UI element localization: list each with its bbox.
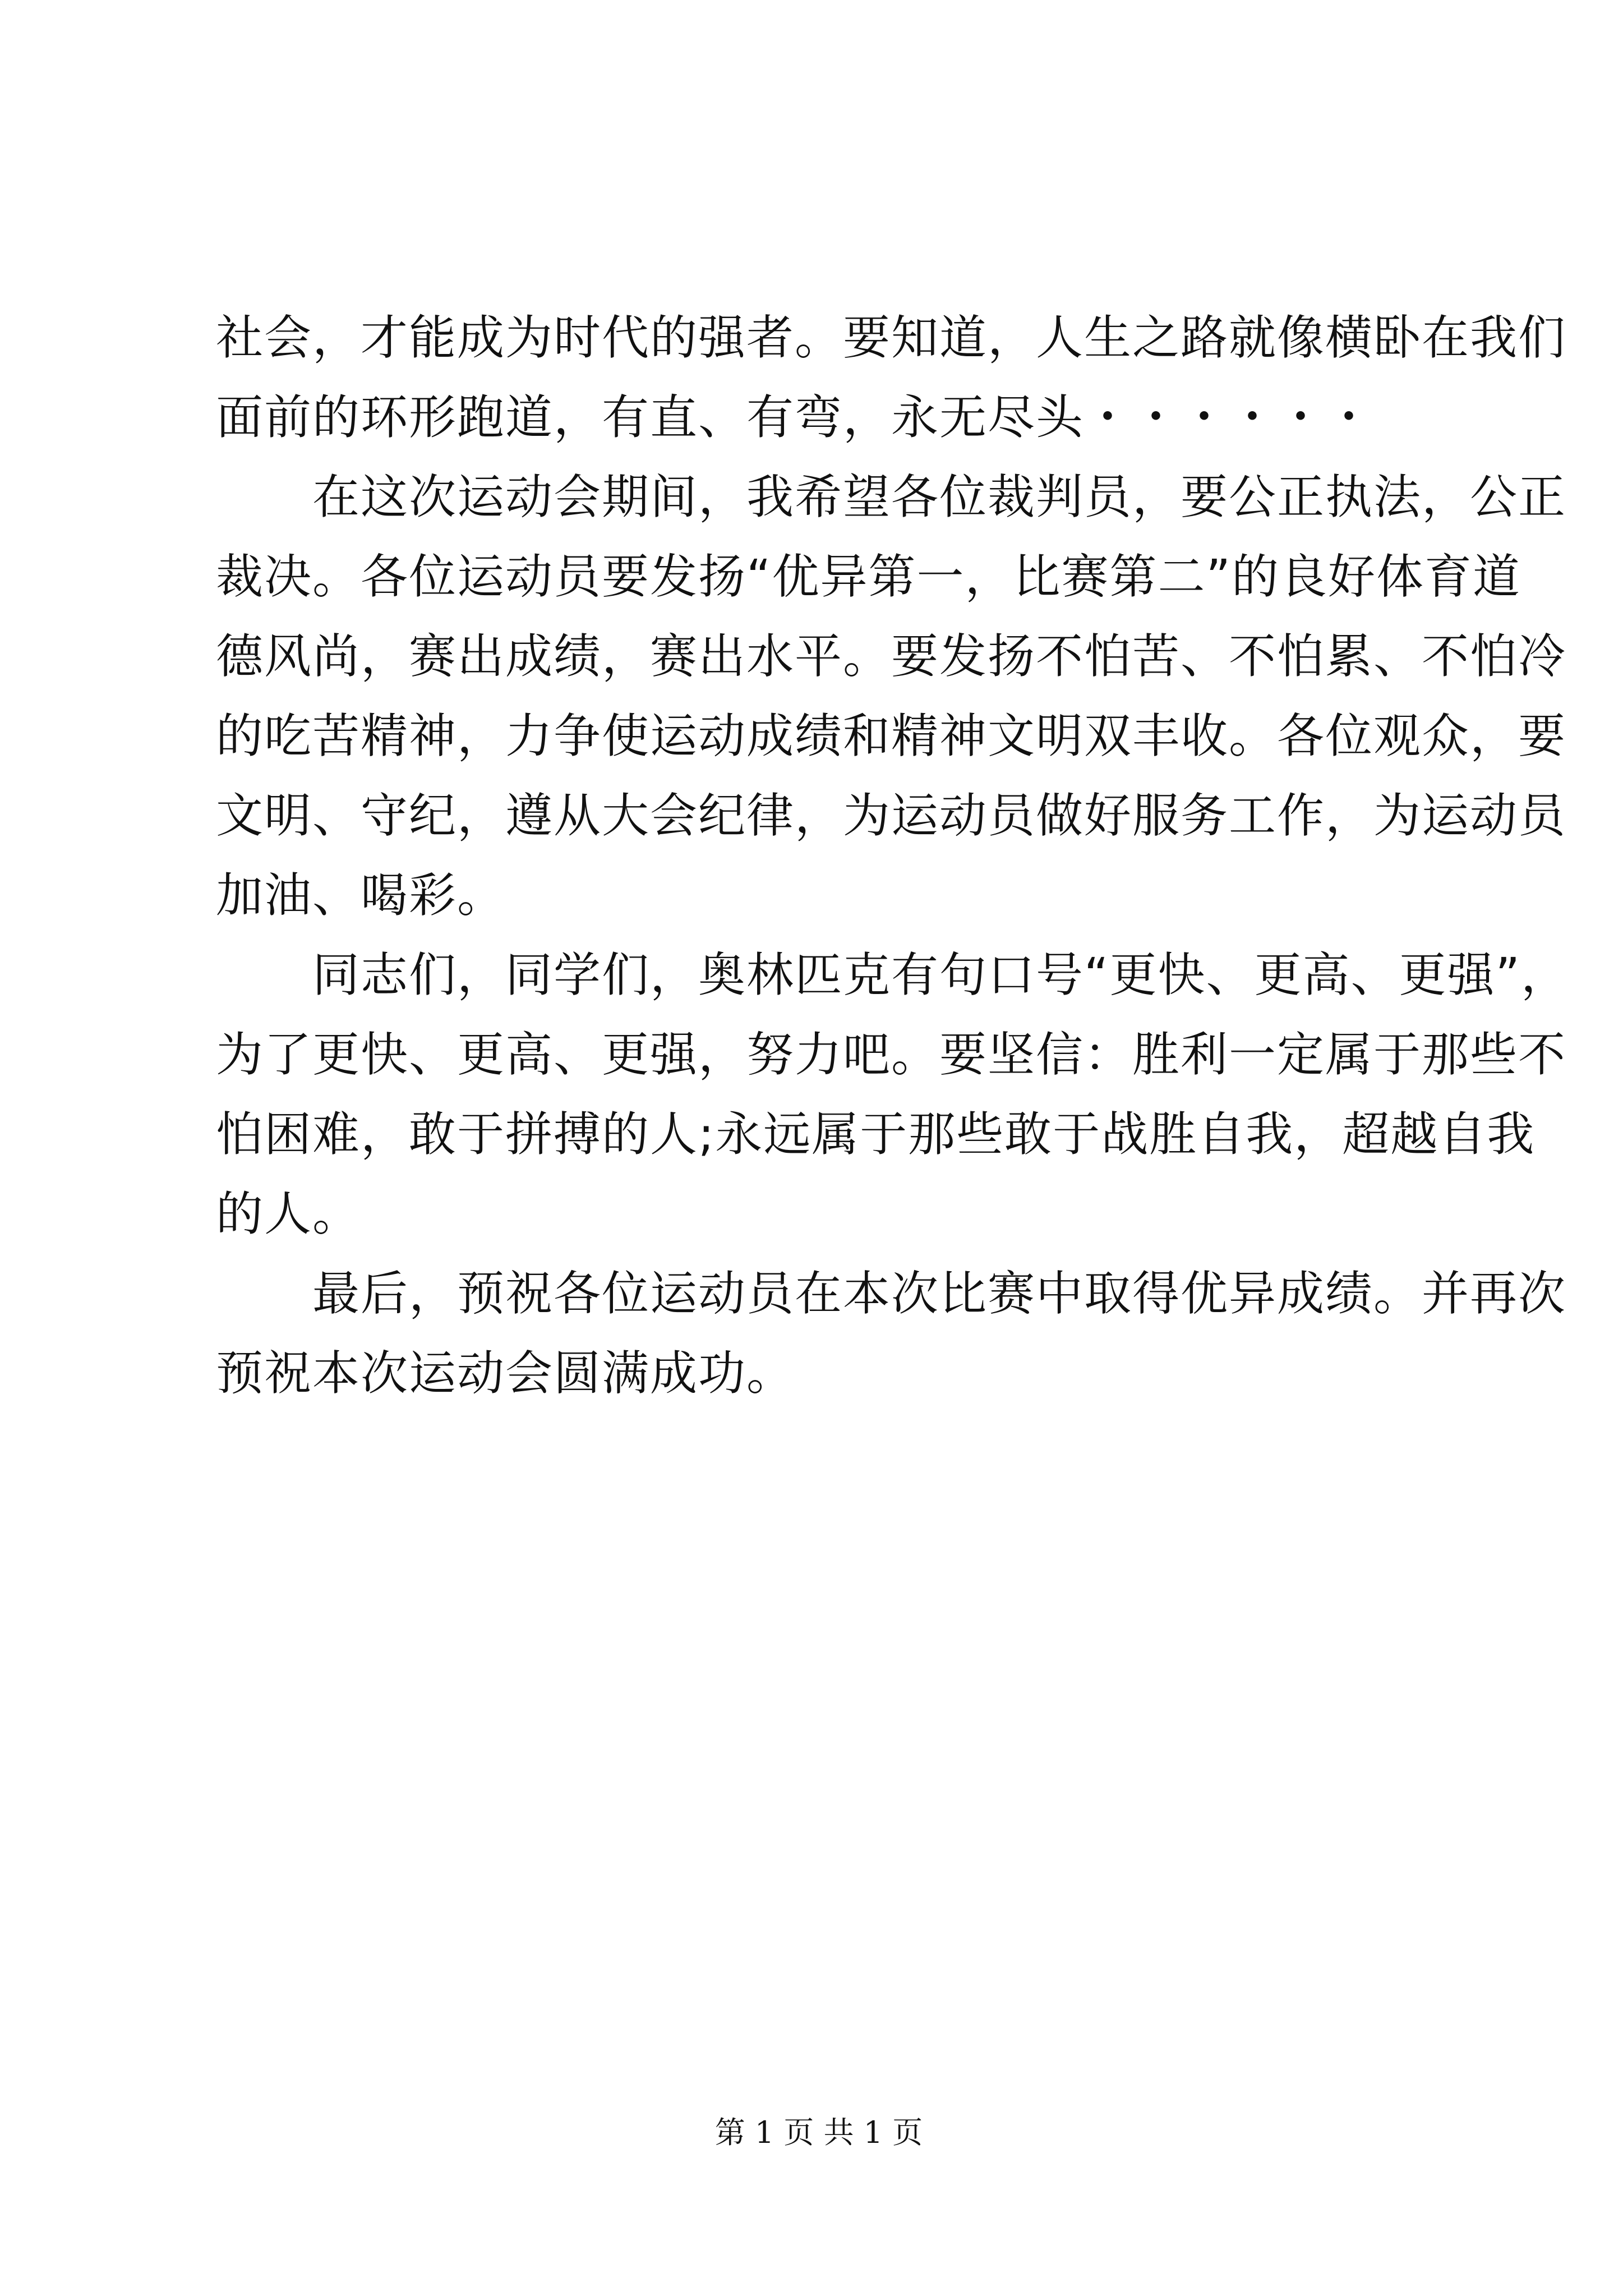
body-line: 面前的环形跑道，有直、有弯，永无尽头・・・・・・	[216, 390, 1374, 445]
body-line: 在这次运动会期间，我希望各位裁判员，要公正执法，公正	[216, 470, 1567, 524]
body-line: 文明、守纪，遵从大会纪律，为运动员做好服务工作，为运动员	[216, 788, 1567, 843]
body-line: 德风尚，赛出成绩，赛出水平。要发扬不怕苦、不怕累、不怕冷	[216, 629, 1567, 684]
body-line: 社会，才能成为时代的强者。要知道，人生之路就像横卧在我们	[216, 310, 1567, 365]
body-line: 的吃苦精神，力争使运动成绩和精神文明双丰收。各位观众，要	[216, 708, 1567, 763]
body-line: 同志们，同学们，奥林匹克有句口号“更快、更高、更强”，	[216, 947, 1570, 1002]
body-line: 怕困难，敢于拼搏的人;永远属于那些敢于战胜自我，超越自我	[216, 1107, 1536, 1162]
body-line: 预祝本次运动会圆满成功。	[216, 1346, 795, 1401]
body-line: 为了更快、更高、更强，努力吧。要坚信：胜利一定属于那些不	[216, 1027, 1567, 1082]
body-line: 裁决。各位运动员要发扬“优异第一，比赛第二”的良好体育道	[216, 549, 1521, 604]
page-number-footer: 第 1 页 共 1 页	[714, 2115, 923, 2150]
body-line: 的人。	[216, 1186, 361, 1241]
body-line: 加油、喝彩。	[216, 868, 506, 923]
body-line: 最后，预祝各位运动员在本次比赛中取得优异成绩。并再次	[216, 1266, 1567, 1321]
